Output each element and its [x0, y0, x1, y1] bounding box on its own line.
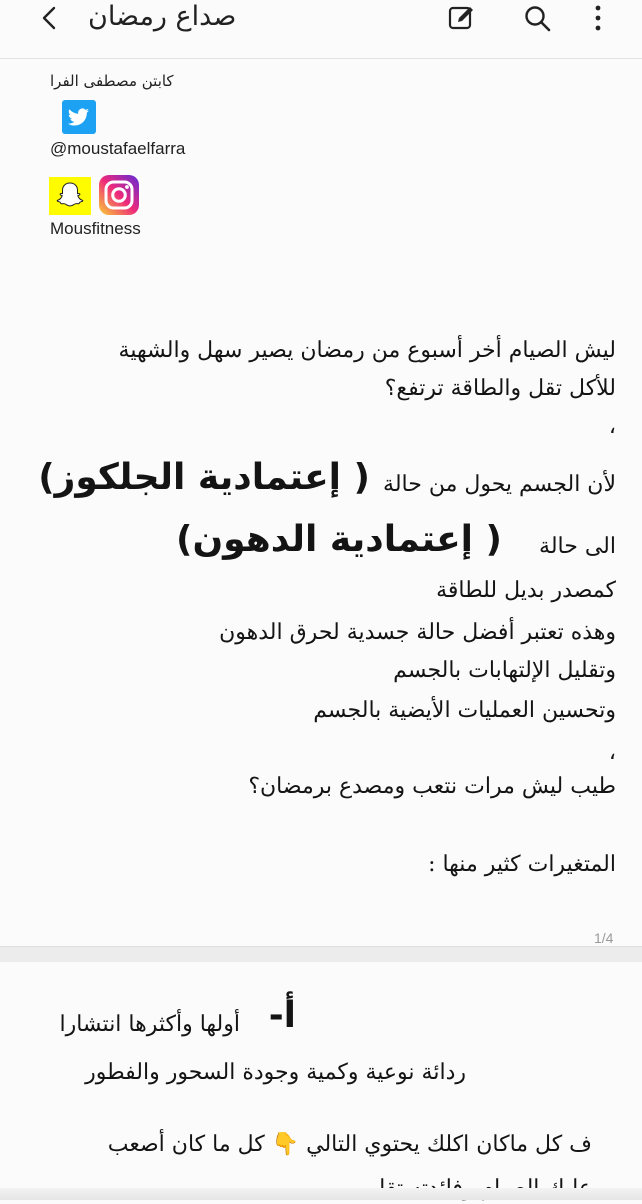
body-line-9: طيب ليش مرات نتعب ومصدع برمضان؟ [248, 774, 616, 799]
page2-line-3: ف كل ماكان اكلك يحتوي التالي 👇 كل ما كان أصعب [107, 1132, 592, 1157]
comma-line: ، [608, 414, 616, 439]
more-options-icon[interactable] [584, 3, 612, 33]
body-line-3: لأن الجسم يحول من حالة [383, 472, 616, 497]
snapchat-icon [49, 177, 91, 215]
back-icon[interactable] [36, 4, 64, 32]
body-line-6: وهذه تعتبر أفضل حالة جسدية لحرق الدهون [219, 620, 616, 645]
instagram-icon [98, 174, 140, 216]
twitter-handle: @moustafaelfarra [50, 139, 186, 158]
twitter-icon [62, 100, 96, 134]
comma-line-2: ، [608, 740, 616, 765]
body-line-4: الى حالة [539, 534, 616, 559]
body-line-1: ليش الصيام أخر أسبوع من رمضان يصير سهل والشهية [118, 338, 616, 363]
edit-icon[interactable] [446, 3, 476, 33]
list-marker: أ- [268, 995, 296, 1036]
body-line-7: وتقليل الإلتهابات بالجسم [393, 658, 616, 683]
page2-line-1: أولها وأكثرها انتشارا [59, 1012, 240, 1037]
note-title: صداع رمضان [88, 1, 237, 32]
social-handle: Mousfitness [50, 219, 141, 238]
highlight-glucose: ( إعتمادية الجلكوز) [38, 457, 370, 498]
page-indicator: 1/4 [594, 930, 614, 946]
body-line-8: وتحسين العمليات الأيضية بالجسم [313, 698, 616, 723]
search-icon[interactable] [522, 3, 552, 33]
author-name: كابتن مصطفى الفرا [50, 72, 174, 90]
page2-line-2: ردائة نوعية وكمية وجودة السحور والفطور [85, 1060, 466, 1085]
note-page-1 [0, 58, 642, 947]
highlight-fats: ( إعتمادية الدهون) [176, 519, 502, 560]
body-line-2: للأكل تقل والطاقة ترتفع؟ [384, 376, 616, 401]
body-line-10: المتغيرات كثير منها : [428, 852, 616, 877]
body-line-5: كمصدر بديل للطاقة [436, 578, 616, 603]
top-bar [0, 0, 642, 40]
bottom-fade [0, 1188, 642, 1200]
